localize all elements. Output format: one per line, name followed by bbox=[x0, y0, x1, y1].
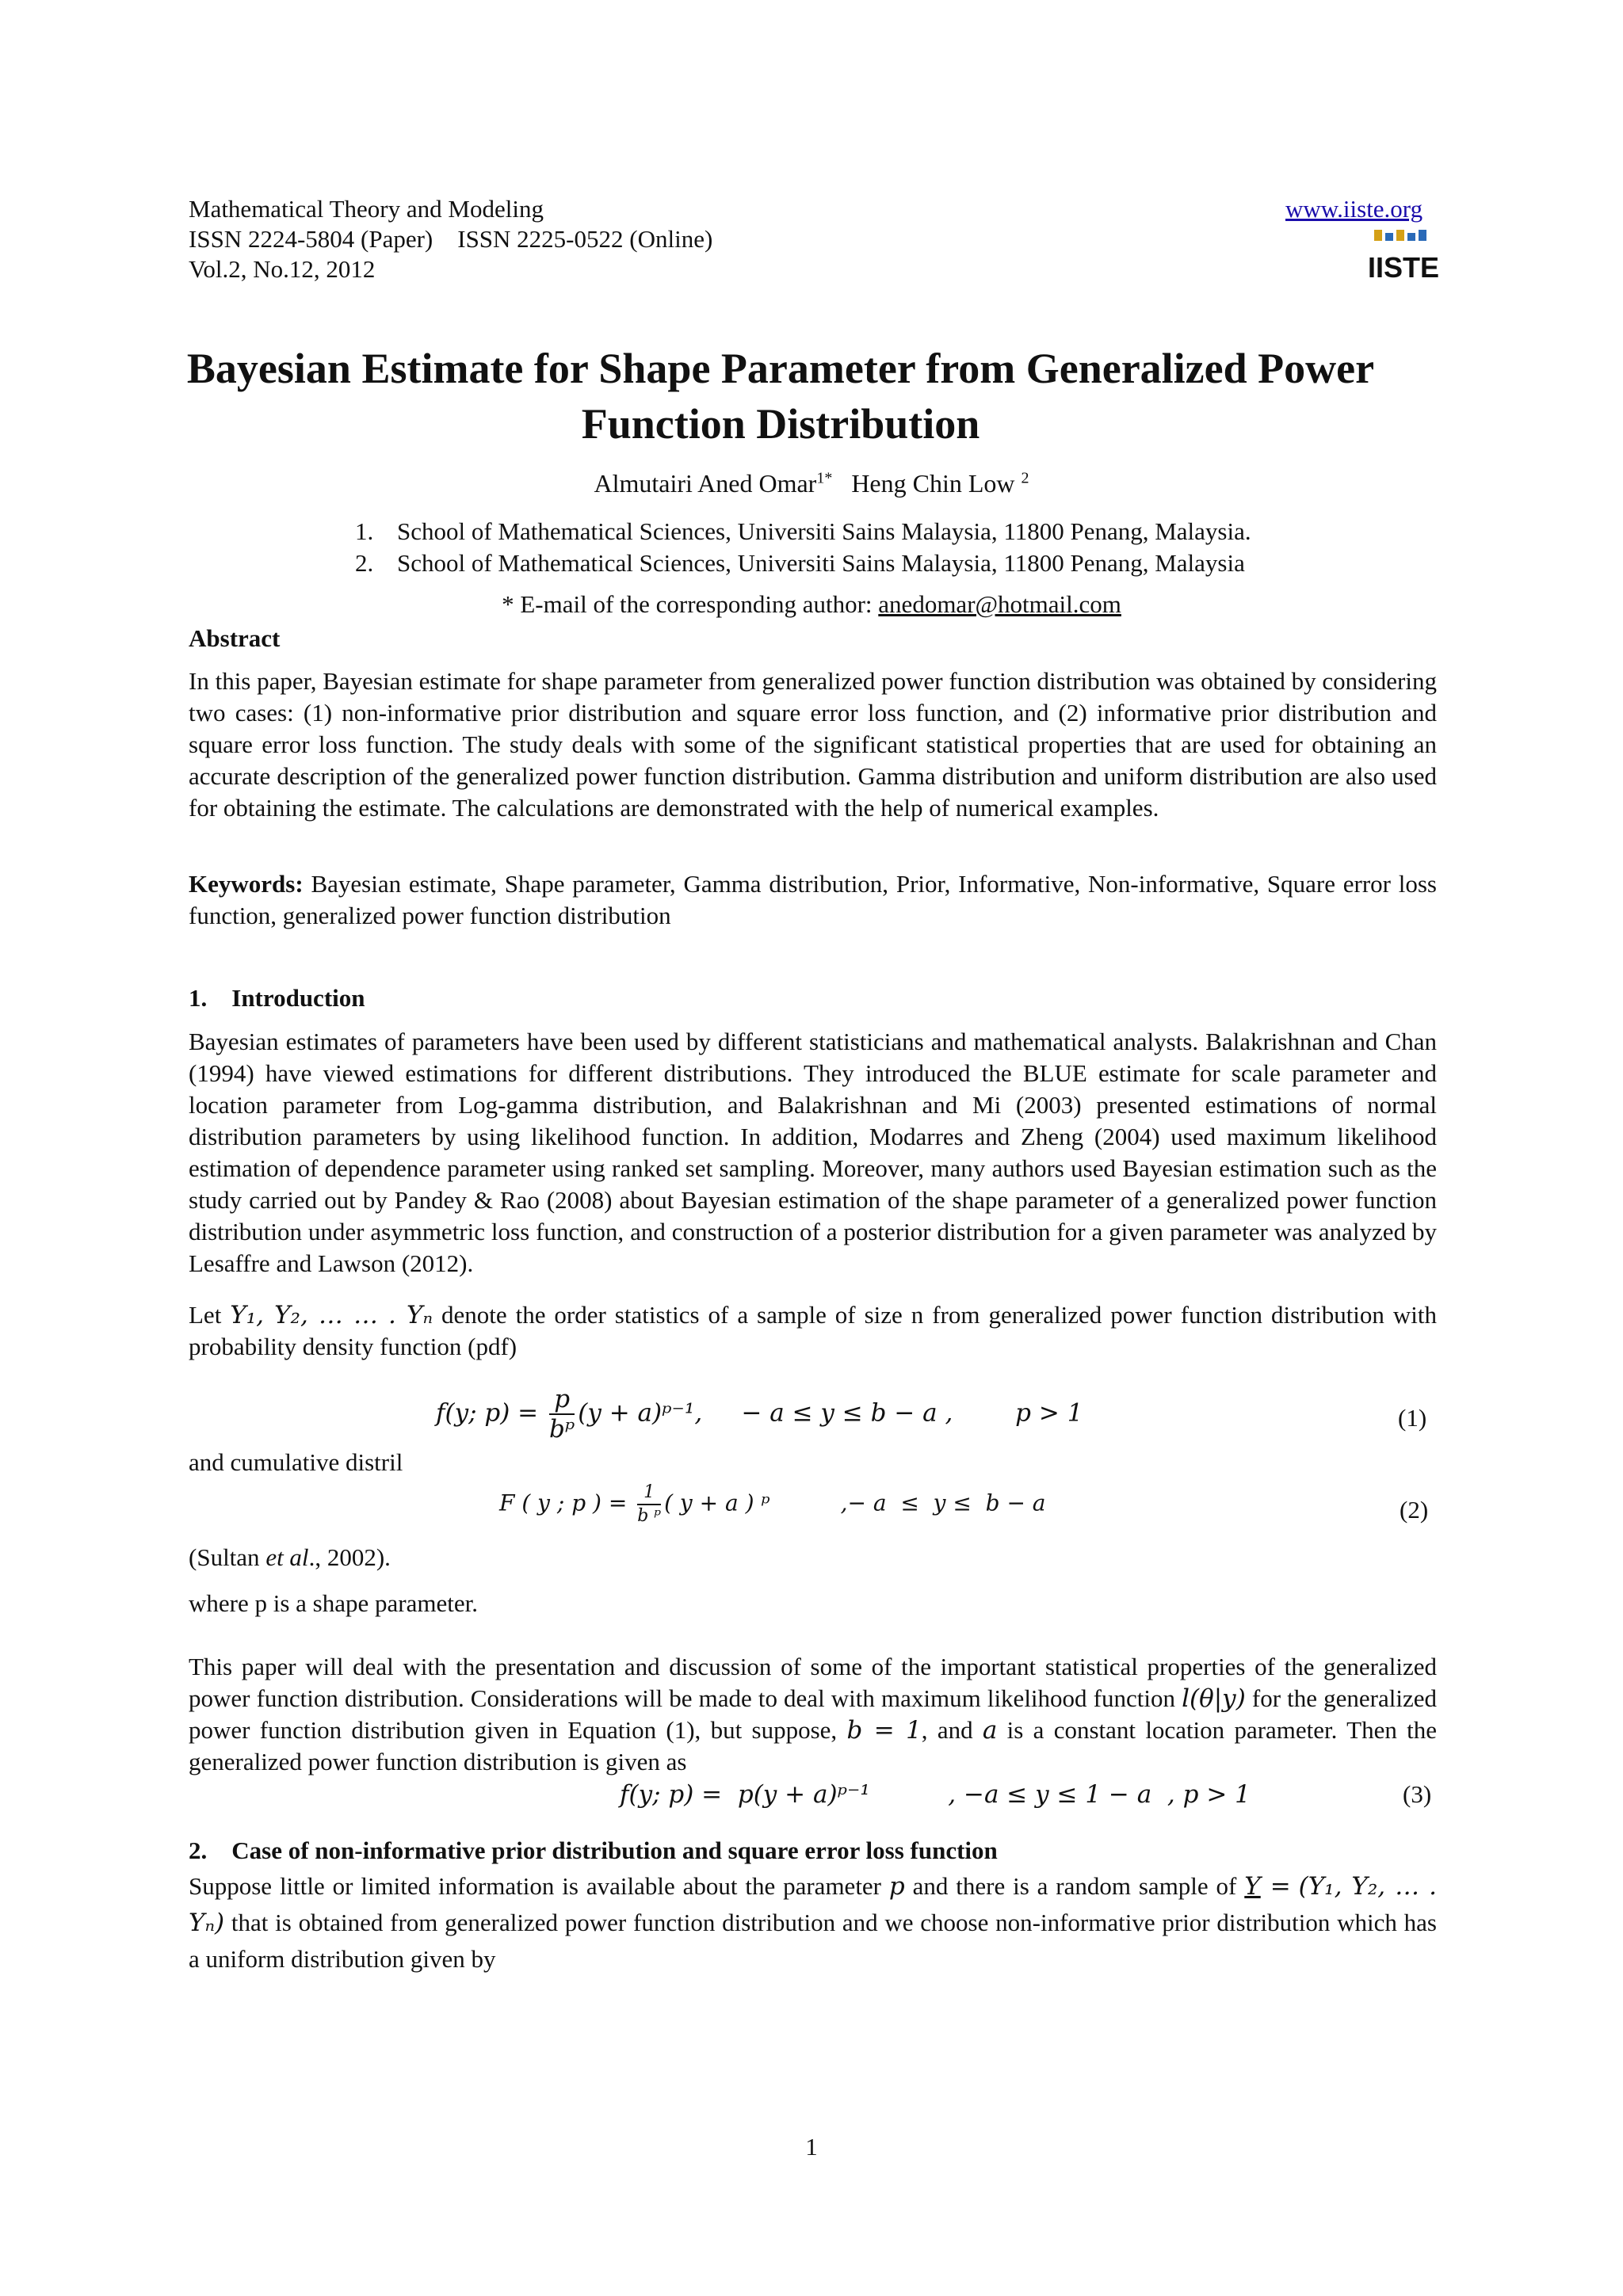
Y-vector-math: Y bbox=[1244, 1872, 1261, 1901]
issn-line: ISSN 2224-5804 (Paper) ISSN 2225-0522 (Online) bbox=[189, 225, 713, 253]
abstract-text: In this paper, Bayesian estimate for shape parameter from generalized power function distribution was obtained by considering two cases: (1) non-informative prior distribution and square error loss function, and (2) informative prior distribution and square error loss function. The study deals with some of the significant statistical properties that are used for obtaining an accurate description of the generalized power function distribution. Gamma distribution and uniform distribution are also used for obtaining the estimate. The calculations are demonstrated with the help of numerical examples. bbox=[189, 667, 1437, 822]
eq2-rhs: ( y + a ) ᵖ ,− a ≤ y ≤ b − a bbox=[664, 1489, 1046, 1516]
equation-1 bbox=[436, 1385, 1083, 1444]
sec2-text-b: and there is a random sample of bbox=[904, 1872, 1245, 1900]
let-suffix: denote the order statistics of a sample of size n from generalized power function distribution with probability density function (pdf) bbox=[189, 1301, 1437, 1360]
author-2-sup: 2 bbox=[1021, 469, 1029, 487]
p-math: p bbox=[888, 1872, 905, 1901]
logo-text: IISTE bbox=[1367, 251, 1440, 284]
equation-1-number: (1) bbox=[1398, 1404, 1427, 1432]
order-statistics-math: Y₁, Y₂, … … . Yₙ bbox=[230, 1301, 433, 1329]
intro-paragraph: Bayesian estimates of parameters have been used by different statisticians and mathematical analysts. Balakrishnan and Chan (1994) have viewed estimations for different distributions. They introduced the BLUE estimate for scale parameter and location parameter from Log-gamma distribution, and Balakrishnan and Mi (2003) presented estimations of normal distribution parameters by using likelihood function. In addition, Modarres and Zheng (2004) used maximum likelihood estimation of dependence parameter using ranked set sampling. Moreover, many authors used Bayesian estimation such as the study carried out by Pandey & Rao (2008) about Bayesian estimation of the shape parameter of a generalized power function distribution under asymmetric loss function, and construction of a posterior distribution for a given parameter was analyzed by Lesaffre and Lawson (2012). bbox=[189, 1028, 1437, 1277]
sample-vector-math: (Y₁, Y₂, … . Yₙ) bbox=[189, 1872, 1437, 1937]
author-line bbox=[0, 469, 1623, 498]
author-1: Almutairi Aned Omar bbox=[594, 469, 817, 498]
sultan-etal: et al bbox=[265, 1543, 309, 1571]
corresponding-email bbox=[0, 590, 1623, 619]
section-2-heading: 2. Case of non-informative prior distribution and square error loss function bbox=[189, 1836, 998, 1864]
affiliation-1-text: School of Mathematical Sciences, Universiti Sains Malaysia, 11800 Penang, Malaysia. bbox=[397, 517, 1251, 545]
author-1-sup: 1* bbox=[816, 469, 833, 487]
a-math: a bbox=[982, 1716, 998, 1745]
cdf-intro-text: and cumulative distril bbox=[189, 1448, 403, 1476]
eq2-fraction bbox=[637, 1482, 661, 1527]
section-1-heading: 1. Introduction bbox=[189, 984, 365, 1012]
sec2-text-c: that is obtained from generalized power function distribution and we choose non-informative prior distribution which has a uniform distribution given by bbox=[189, 1909, 1437, 1973]
sultan-citation bbox=[189, 1543, 391, 1572]
keywords-label: Keywords: bbox=[189, 870, 304, 898]
affiliation-1 bbox=[355, 517, 1251, 546]
equation-2 bbox=[499, 1482, 1046, 1527]
page-number: 1 bbox=[805, 2133, 818, 2161]
let-prefix: Let bbox=[189, 1301, 231, 1329]
para2-part-d: is a constant location parameter. Then the generalized power function distribution is given as bbox=[189, 1716, 1438, 1775]
email-prefix: * E-mail of the corresponding author: bbox=[502, 590, 879, 618]
where-text: where p is a shape parameter. bbox=[189, 1589, 478, 1617]
volume-line: Vol.2, No.12, 2012 bbox=[189, 255, 376, 283]
keywords-text: Bayesian estimate, Shape parameter, Gamma distribution, Prior, Informative, Non-informative, Square error loss function, generalized power function distribution bbox=[189, 870, 1437, 929]
title-line-2: Function Distribution bbox=[581, 400, 980, 448]
email-link[interactable]: anedomar@hotmail.com bbox=[878, 590, 1121, 618]
eq1-rhs: (y + a)ᵖ⁻¹, − a ≤ y ≤ b − a , p > 1 bbox=[578, 1398, 1083, 1428]
equals-sign: = bbox=[1260, 1872, 1291, 1901]
para2-part-b: for the generalized power function distribution given in Equation (1), but suppose, bbox=[189, 1684, 1437, 1744]
title-line-1: Bayesian Estimate for Shape Parameter from Generalized Power bbox=[186, 345, 1375, 392]
eq1-numerator: p bbox=[549, 1385, 575, 1415]
equation-2-number: (2) bbox=[1400, 1496, 1429, 1524]
eq2-denominator: b ᵖ bbox=[637, 1506, 662, 1526]
sec2-text-a: Suppose little or limited information is available about the parameter bbox=[189, 1872, 889, 1900]
paper-title bbox=[111, 341, 1450, 452]
journal-name: Mathematical Theory and Modeling bbox=[189, 195, 544, 223]
properties-paragraph bbox=[189, 1651, 1437, 1778]
affiliation-1-number: 1. bbox=[355, 517, 374, 545]
affiliation-2-number: 2. bbox=[355, 549, 374, 577]
sultan-prefix: (Sultan bbox=[189, 1543, 266, 1571]
para2-part-a: This paper will deal with the presentation and discussion of some of the important statistical properties of the generalized power function distribution. Considerations will be made to deal with maximum likelihood function bbox=[189, 1653, 1437, 1712]
keywords bbox=[189, 868, 1437, 932]
section-2-paragraph bbox=[189, 1868, 1437, 1978]
eq1-lhs: f(y; p) = bbox=[436, 1398, 547, 1428]
likelihood-math: l(θ|y) bbox=[1182, 1684, 1246, 1713]
equation-3-number: (3) bbox=[1403, 1780, 1432, 1808]
abstract-heading: Abstract bbox=[189, 624, 281, 652]
affiliation-2 bbox=[355, 549, 1245, 578]
journal-url-link[interactable]: www.iiste.org bbox=[1285, 195, 1423, 223]
let-paragraph bbox=[189, 1299, 1437, 1363]
eq1-denominator: bᵖ bbox=[549, 1415, 575, 1444]
eq2-lhs: F ( y ; p ) = bbox=[499, 1489, 635, 1516]
equation-3: f(y; p) = p(y + a)ᵖ⁻¹ , −a ≤ y ≤ 1 − a , p > 1 bbox=[620, 1780, 1251, 1809]
sultan-suffix: ., 2002). bbox=[308, 1543, 391, 1571]
para2-part-c: , and bbox=[921, 1716, 983, 1744]
iiste-logo bbox=[1367, 228, 1440, 285]
author-2: Heng Chin Low bbox=[851, 469, 1015, 498]
affiliation-2-text: School of Mathematical Sciences, Universiti Sains Malaysia, 11800 Penang, Malaysia bbox=[397, 549, 1245, 577]
eq1-fraction bbox=[549, 1385, 575, 1444]
eq2-numerator: 1 bbox=[637, 1482, 661, 1505]
b-equals-1-math: b = 1 bbox=[846, 1716, 922, 1745]
